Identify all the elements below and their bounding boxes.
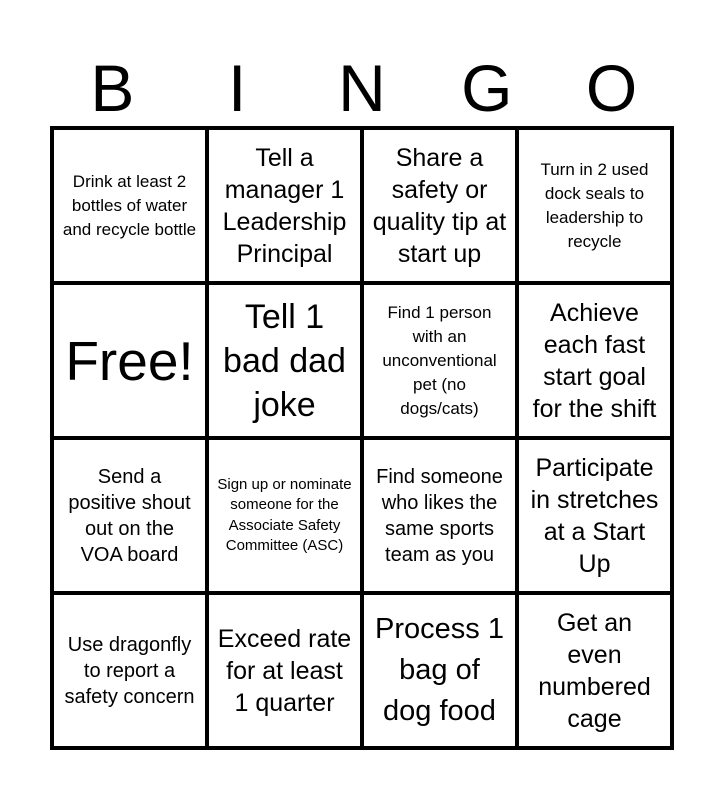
bingo-board — [50, 126, 674, 750]
bingo-cell[interactable] — [207, 283, 362, 438]
bingo-cell[interactable] — [517, 593, 672, 748]
cell-text: Find 1 person with an unconventional pet (no dogs/cats) — [382, 302, 497, 418]
cell-text: Participate in stretches at a Start Up — [530, 453, 659, 578]
cell-text: Process 1 bag of dog food — [375, 613, 504, 727]
bingo-cell[interactable] — [362, 128, 517, 283]
cell-text: Drink at least 2 bottles of water and recycle bottle — [62, 171, 197, 239]
cell-text: Share a safety or quality tip at start up — [372, 143, 507, 268]
bingo-cell[interactable] — [517, 438, 672, 593]
bingo-cell[interactable] — [362, 593, 517, 748]
cell-text: Tell a manager 1 Leadership Principal — [222, 143, 347, 268]
bingo-cell[interactable] — [52, 128, 207, 283]
cell-text: Achieve each fast start goal for the shift — [532, 298, 657, 423]
bingo-cell[interactable] — [207, 438, 362, 593]
bingo-cell[interactable] — [362, 283, 517, 438]
bingo-cell[interactable] — [362, 438, 517, 593]
bingo-cell[interactable] — [207, 593, 362, 748]
cell-text: Use dragonfly to report a safety concern — [64, 633, 195, 708]
free-space-cell[interactable] — [52, 283, 207, 438]
bingo-cell[interactable] — [517, 283, 672, 438]
cell-text: Turn in 2 used dock seals to leadership to recycle — [540, 159, 649, 251]
header-letter-n: N — [338, 51, 386, 125]
bingo-header — [50, 52, 674, 124]
header-letter-g: G — [461, 51, 513, 125]
cell-text: Get an even numbered cage — [538, 608, 651, 733]
header-letter-o: O — [585, 51, 638, 125]
cell-text: Sign up or nominate someone for the Associate Safety Committee (ASC) — [217, 475, 352, 554]
header-letter-i: I — [228, 51, 247, 125]
bingo-cell[interactable] — [52, 593, 207, 748]
bingo-cell[interactable] — [52, 438, 207, 593]
cell-text: Find someone who likes the same sports team as you — [376, 465, 503, 566]
cell-text: Free! — [65, 329, 194, 392]
header-letter-b: B — [90, 51, 135, 125]
cell-text: Send a positive shout out on the VOA board — [68, 465, 191, 566]
cell-text: Exceed rate for at least 1 quarter — [217, 624, 352, 717]
bingo-cell[interactable] — [517, 128, 672, 283]
cell-text: Tell 1 bad dad joke — [223, 297, 346, 424]
bingo-cell[interactable] — [207, 128, 362, 283]
